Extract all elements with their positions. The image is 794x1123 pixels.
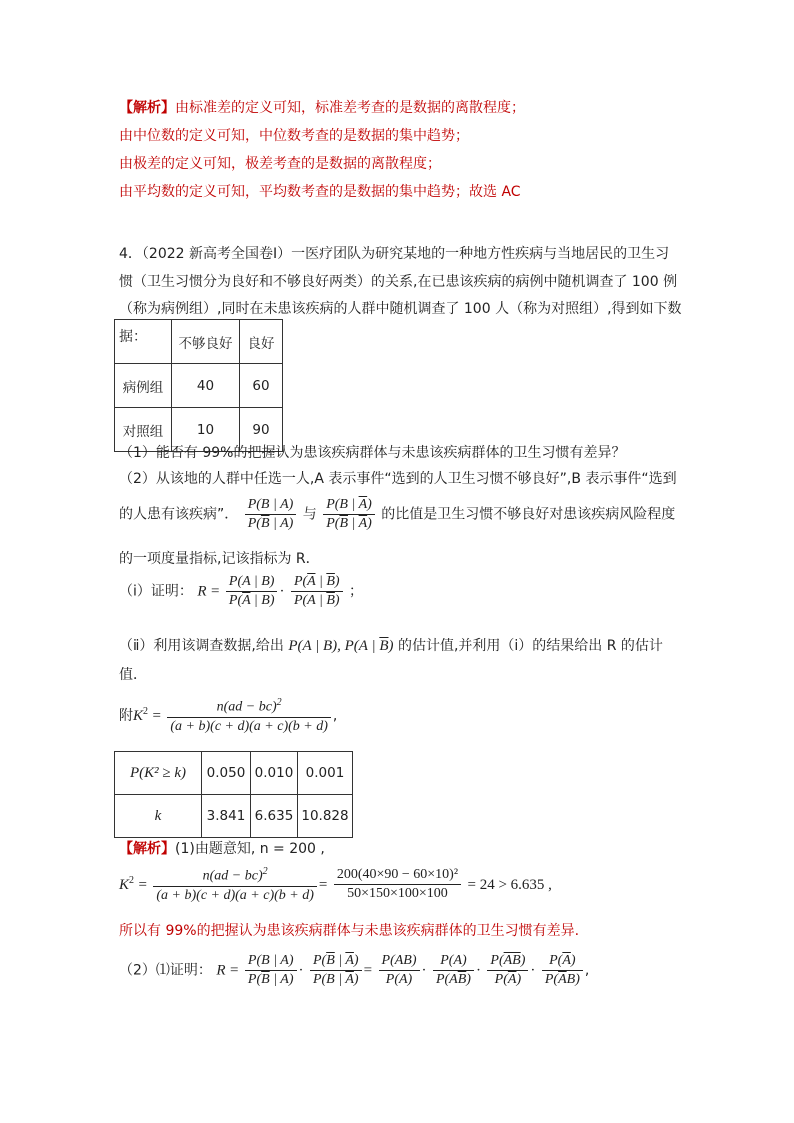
ratio-fraction-1: $\frac{P(B | A)}{P(\overline{B} | A)}$ (245, 497, 297, 532)
text: （2）⑴证明： (119, 962, 212, 979)
table-row (115, 752, 353, 795)
table-header-row (115, 320, 283, 364)
formula-fraction: $\frac{n(ad - bc)^2}{(a + b)(c + d)(a + c)(b + d)}$ (153, 866, 317, 904)
text: 的比值是卫生习惯不够良好对患该疾病风险程度 (381, 506, 676, 523)
analysis-line-3: 由极差的定义可知，极差考查的是数据的离散程度； (119, 156, 441, 172)
table-cell: P(K² ≥ k) (115, 752, 202, 795)
formula-fraction: $\frac{P(A | B)}{P(\overline{A} | B)}$ (226, 574, 278, 609)
table-row (115, 364, 283, 408)
problem-line-4: 据： (119, 329, 147, 345)
proof-statement: （ⅰ）证明： R = $\frac{P(A | B)}{P(\overline{A} | B)}$ · $\frac{P(\overline{A} | \overline{B})}{P(A | \overline{B})}$ ； (119, 574, 364, 608)
text: 与 (302, 506, 317, 523)
table-cell: 6.635 (251, 795, 298, 838)
formula-fraction: $\frac{P(\overline{AB})}{P(\overline{A})}$ (487, 953, 528, 988)
text: （ⅰ）证明： (119, 583, 193, 600)
formula-fraction: $\frac{P(B | A)}{P(\overline{B} | A)}$ (245, 953, 297, 988)
text: 的人患有该疾病”． (119, 506, 239, 523)
table-cell: 0.001 (298, 752, 353, 795)
analysis-tag: 【解析】 (119, 100, 175, 116)
appendix-formula: 附$K^2$ = $\frac{n(ad - bc)^2}{(a + b)(c + d)(a + c)(b + d)}$ , (119, 697, 338, 734)
analysis-line-4: 由平均数的定义可知，平均数考查的是数据的集中趋势；故选 AC (119, 184, 521, 200)
analysis-text: 由标准差的定义可知，标准差考查的是数据的离散程度； (175, 100, 525, 116)
table-cell: 40 (172, 364, 240, 408)
formula-fraction: $\frac{n(ad - bc)^2}{(a + b)(c + d)(a + c)(b + d)}$ (167, 697, 331, 735)
question-1: （1）能否有 99%的把握认为患该疾病群体与未患该疾病群体的卫生习惯有差异？ (119, 445, 626, 461)
table-cell: 对照组 (115, 408, 172, 452)
question-2-line-3: 的一项度量指标,记该指标为 R． (119, 551, 320, 567)
formula-fraction: $\frac{P(\overline{A})}{P(\overline{A}B)}$ (542, 953, 583, 988)
formula-fraction: $\frac{P(\overline{B} | \overline{A})}{P(B | \overline{A})}$ (310, 953, 362, 988)
table-cell (115, 320, 172, 364)
question-2-ii: （ⅱ）利用该调查数据,给出 P(A | B), P(A | $\overline{B}$) 的估计值,并利用（ⅰ）的结果给出 R 的估计 (119, 638, 663, 654)
table-cell: 10.828 (298, 795, 353, 838)
problem-line-1: 4．（2022 新高考全国卷Ⅰ）一医疗团队为研究某地的一种地方性疾病与当地居民的卫生习 (119, 246, 670, 262)
table-cell: 0.050 (202, 752, 251, 795)
table-cell: 病例组 (115, 364, 172, 408)
table-cell: 不够良好 (172, 320, 240, 364)
question-2-line-1: （2）从该地的人群中任选一人,A 表示事件“选到的人卫生习惯不够良好”,B 表示事件“选到 (119, 471, 677, 487)
formula-fraction: $\frac{P(A)}{P(A\overline{B})}$ (433, 953, 474, 988)
text: = 24 > 6.635 , (467, 876, 552, 893)
analysis-2-conclusion: 所以有 99%的把握认为患该疾病群体与未患该疾病群体的卫生习惯有差异. (119, 923, 580, 939)
critical-value-table (114, 751, 353, 838)
formula-fraction: $\frac{P(AB)}{P(A)}$ (379, 953, 420, 988)
calculation-fraction: $\frac{\text{200(40×90 − 60×10)²}}{50\times 150\times 100\times 100}$ (334, 867, 461, 902)
table-cell: 90 (240, 408, 283, 452)
question-2-ii-end: 值． (119, 667, 147, 683)
table-cell: 10 (172, 408, 240, 452)
problem-line-3: （称为病例组）,同时在未患该疾病的人群中随机调查了 100 人（称为对照组）,得到如下数 (119, 301, 682, 317)
formula-fraction: $\frac{P(\overline{A} | \overline{B})}{P(A | \overline{B})}$ (291, 574, 343, 609)
table-cell: 3.841 (202, 795, 251, 838)
table-row (115, 795, 353, 838)
table-cell: 良好 (240, 320, 283, 364)
table-cell: 0.010 (251, 752, 298, 795)
text: 的估计值,并利用（ⅰ）的结果给出 R 的估计 (397, 638, 663, 654)
table-cell: k (115, 795, 202, 838)
proof-derivation: （2）⑴证明： R = $\frac{P(B | A)}{P(\overline{B} | A)}$ · $\frac{P(\overline{B} | \overline{A})}{P(B | \overline{A})}$ = $\frac{P(AB)}{P(A)}$ · $\frac{P(A)}{P(A\overline{B})}$ · $\frac{P(\overline{AB})}{P(\overline{A})}$ · $\frac{P(\overline{A})}{P(\overline{A}B)}$ , (119, 953, 590, 987)
analysis-2-line-1 (119, 838, 325, 858)
chi-square-calculation: $K^2$ = $\frac{n(ad - bc)^2}{(a + b)(c + d)(a + c)(b + d)}$ = $\frac{\text{200(40×90 − 60×10)²}}{50\times 150\times 100\times 100}$ = 24 > 6.635 , (119, 866, 552, 903)
analysis-line-2: 由中位数的定义可知，中位数考查的是数据的集中趋势； (119, 128, 469, 144)
text: （ⅱ）利用该调查数据,给出 (119, 638, 284, 654)
question-2-line-2 (119, 497, 675, 532)
ratio-fraction-2: $\frac{P(B | \overline{A})}{P(\overline{B} | \overline{A})}$ (323, 497, 375, 532)
text: 附 (119, 707, 133, 724)
table-cell: 60 (240, 364, 283, 408)
analysis-tag: 【解析】 (119, 841, 175, 857)
analysis-line-1 (119, 97, 525, 117)
text: (1)由题意知, n = 200 , (175, 841, 325, 857)
problem-line-2: 惯（卫生习惯分为良好和不够良好两类）的关系,在已患该疾病的病例中随机调查了 100 例 (119, 274, 678, 290)
survey-table (114, 319, 283, 452)
